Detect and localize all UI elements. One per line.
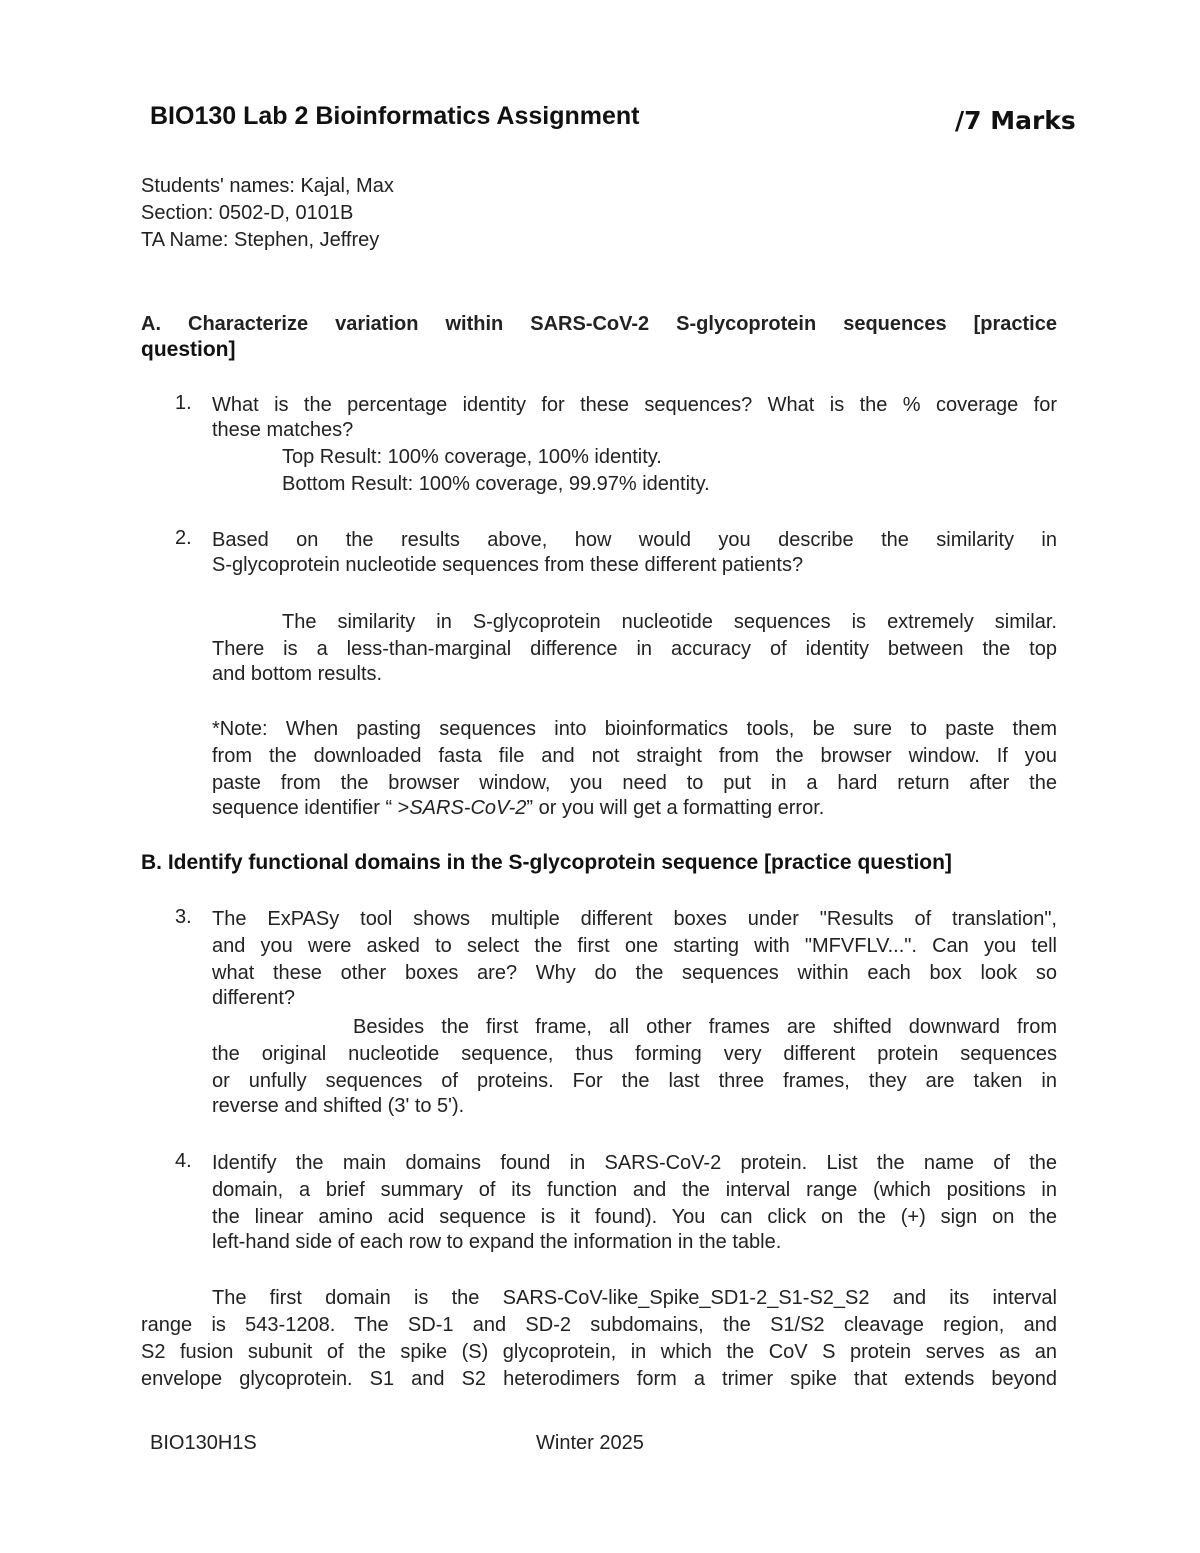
question-1-text-cont: these matches? (212, 419, 354, 441)
note-line4-prefix: sequence identifier “ > (212, 797, 410, 819)
section-a-heading: A. Characterize variation within SARS-CoV-2 S-glycoprotein sequences [practice (141, 313, 1057, 335)
question-4-answer-line4: envelope glycoprotein. S1 and S2 heterodimers form a trimer spike that extends beyond (141, 1368, 1057, 1390)
question-4-line2: domain, a brief summary of its function and the interval range (which positions in (212, 1179, 1057, 1201)
note-line2: from the downloaded fasta file and not straight from the browser window. If you (212, 745, 1057, 767)
footer-term: Winter 2025 (536, 1432, 644, 1454)
question-4-line4: left-hand side of each row to expand the information in the table. (212, 1231, 782, 1253)
section-a-heading-cont: question] (141, 338, 236, 361)
question-3-answer-line3: or unfully sequences of proteins. For the last three frames, they are taken in (212, 1070, 1057, 1092)
question-3-answer-line4: reverse and shifted (3' to 5'). (212, 1095, 465, 1117)
section-info: Section: 0502-D, 0101B (141, 202, 354, 224)
question-2-answer-line2: There is a less-than-marginal difference in accuracy of identity between the top (212, 638, 1057, 660)
question-1-answer-bottom: Bottom Result: 100% coverage, 99.97% identity. (282, 473, 710, 495)
ta-name: TA Name: Stephen, Jeffrey (141, 229, 380, 251)
note-line4 (212, 797, 824, 820)
question-number-1: 1. (175, 392, 192, 414)
footer-course-code: BIO130H1S (150, 1432, 257, 1454)
question-1-answer-top: Top Result: 100% coverage, 100% identity. (282, 446, 662, 468)
marks-label: /7 Marks (955, 106, 1076, 135)
question-3-answer-line2: the original nucleotide sequence, thus forming very different protein sequences (212, 1043, 1057, 1065)
question-1-text: What is the percentage identity for these sequences? What is the % coverage for (212, 394, 1057, 416)
section-b-heading: B. Identify functional domains in the S-glycoprotein sequence [practice question] (141, 851, 952, 874)
question-3-line3: what these other boxes are? Why do the sequences within each box look so (212, 962, 1057, 984)
note-line3: paste from the browser window, you need to put in a hard return after the (212, 772, 1057, 794)
question-4-answer-line3: S2 fusion subunit of the spike (S) glycoprotein, in which the CoV S protein serves as an (141, 1341, 1057, 1363)
question-3-answer-line1: Besides the first frame, all other frames are shifted downward from (353, 1016, 1057, 1038)
question-4-answer-line1: The first domain is the SARS-CoV-like_Spike_SD1-2_S1-S2_S2 and its interval (212, 1287, 1057, 1309)
question-number-4: 4. (175, 1150, 192, 1172)
question-2-answer-line1: The similarity in S-glycoprotein nucleotide sequences is extremely similar. (282, 611, 1057, 633)
question-3-line4: different? (212, 987, 296, 1009)
question-3-line1: The ExPASy tool shows multiple different boxes under "Results of translation", (212, 908, 1057, 930)
question-4-answer-line2: range is 543-1208. The SD-1 and SD-2 subdomains, the S1/S2 cleavage region, and (141, 1314, 1057, 1336)
question-3-line2: and you were asked to select the first one starting with "MFVFLV...". Can you tell (212, 935, 1057, 957)
document-title: BIO130 Lab 2 Bioinformatics Assignment (150, 102, 640, 130)
note-line1: *Note: When pasting sequences into bioinformatics tools, be sure to paste them (212, 718, 1057, 740)
question-2-text-cont: S-glycoprotein nucleotide sequences from these different patients? (212, 554, 804, 576)
question-4-line3: the linear amino acid sequence is it found). You can click on the (+) sign on the (212, 1206, 1057, 1228)
sequence-identifier: SARS-CoV-2 (409, 797, 527, 819)
note-line4-suffix: ” or you will get a formatting error. (526, 797, 825, 819)
question-number-3: 3. (175, 906, 192, 928)
question-2-text: Based on the results above, how would you describe the similarity in (212, 529, 1057, 551)
question-4-line1: Identify the main domains found in SARS-CoV-2 protein. List the name of the (212, 1152, 1057, 1174)
students-names: Students' names: Kajal, Max (141, 175, 394, 197)
question-number-2: 2. (175, 527, 192, 549)
question-2-answer-line3: and bottom results. (212, 663, 383, 685)
